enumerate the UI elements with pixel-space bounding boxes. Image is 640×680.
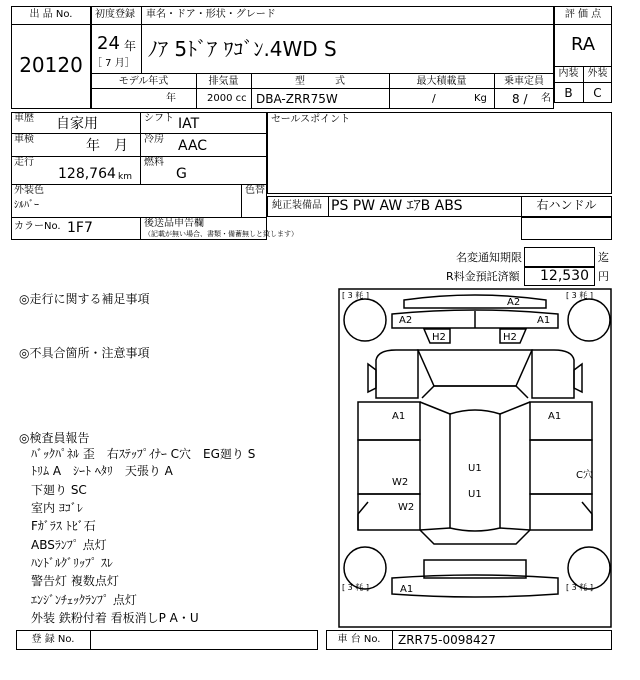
year-unit: 年 xyxy=(124,39,137,53)
inspector-line: 下廻り SC xyxy=(31,483,87,497)
first-reg-label: 初度登録 xyxy=(95,9,135,20)
name-change-value-box xyxy=(524,247,595,267)
reg-month: ［ 7 月］ xyxy=(92,58,135,69)
tire-label-rl: [ 3 粍 ] xyxy=(342,583,369,592)
inspector-line: 外装 鉄粉付着 看板消しP A・U xyxy=(31,611,199,625)
color-change-label: 色替 xyxy=(245,185,265,196)
tire-label-fr: [ 3 粍 ] xyxy=(566,291,593,300)
name-change-label: 名変通知期限 xyxy=(456,251,522,264)
mileage-unit: km xyxy=(118,172,132,182)
interior-grade: B xyxy=(564,86,573,100)
vehicle-name: ﾉｱ 5ﾄﾞｱ ﾜｺﾞﾝ.4WD S xyxy=(148,37,337,61)
inspector-heading: ◎検査員報告 xyxy=(19,431,90,445)
max-load-slash: / xyxy=(432,92,436,105)
inspector-line: 警告灯 複数点灯 xyxy=(31,574,119,588)
lot-label: 出 品 No. xyxy=(29,9,73,20)
recycle-unit: 円 xyxy=(598,270,609,283)
defects-heading: ◎不具合箇所・注意事項 xyxy=(19,346,150,360)
mark-lamp-left: H2 xyxy=(432,332,446,343)
tire-front-left xyxy=(344,299,386,341)
fuel-label: 燃料 xyxy=(144,157,164,168)
name-change-unit: 迄 xyxy=(598,251,609,264)
tire-front-right xyxy=(568,299,610,341)
recycle-value: 12,530 xyxy=(540,268,589,284)
history-value: 自家用 xyxy=(56,116,98,132)
color-no-value: 1F7 xyxy=(67,220,93,236)
sales-point-label: セールスポイント xyxy=(271,114,351,125)
model-desc-label: 車名・ドア・形状・グレード xyxy=(146,9,276,20)
equipment-value: PS PW AW ｴｱB ABS xyxy=(331,198,463,214)
exterior-label: 外装 xyxy=(587,68,608,79)
mileage-value: 128,764 xyxy=(58,166,116,182)
capacity-value: 8 / xyxy=(512,92,528,106)
inspector-line: ﾄﾘﾑ A ｼｰﾄ ﾍﾀﾘ 天張り A xyxy=(31,464,173,478)
exterior-color-value: ｼﾙﾊﾞｰ xyxy=(14,200,39,211)
exterior-grade: C xyxy=(593,86,602,100)
mark-hood-right: A1 xyxy=(537,315,551,326)
registration-label: 登 録 No. xyxy=(31,634,75,645)
chassis-label: 車 台 No. xyxy=(337,634,381,645)
type-value: DBA-ZRR75W xyxy=(256,92,338,106)
ac-value: AAC xyxy=(178,138,208,154)
displacement-value: 2000 cc xyxy=(207,93,247,104)
grade: RA xyxy=(570,34,596,55)
interior-label: 内装 xyxy=(558,68,579,79)
mark-roof-1: U1 xyxy=(468,463,482,474)
inspector-line: ABSﾗﾝﾌﾟ 点灯 xyxy=(31,538,107,552)
fuel-value: G xyxy=(176,166,187,182)
extra-box xyxy=(521,217,612,240)
recycle-label: R料金預託済額 xyxy=(446,270,520,283)
inspector-line: ﾊﾝﾄﾞﾙｸﾞﾘｯﾌﾟ ｽﾚ xyxy=(31,556,113,570)
front-bumper xyxy=(404,295,546,308)
max-load-label: 最大積載量 xyxy=(416,76,467,87)
equipment-label: 純正装備品 xyxy=(272,200,322,211)
reg-year: 24 xyxy=(97,33,120,54)
car-damage-diagram xyxy=(338,288,612,628)
capacity-label: 乗車定員 xyxy=(504,76,544,87)
inspector-line: ｴﾝｼﾞﾝﾁｪｯｸﾗﾝﾌﾟ 点灯 xyxy=(31,593,137,607)
mark-front-bumper: A2 xyxy=(507,297,521,308)
lot-number: 20120 xyxy=(19,53,83,77)
mark-front-left-fender: A1 xyxy=(392,411,406,422)
mark-rear-bumper: A1 xyxy=(400,584,414,595)
shift-label: シフト xyxy=(144,113,174,124)
mileage-label: 走行 xyxy=(14,157,34,168)
mark-left-door-2: W2 xyxy=(398,502,415,513)
max-load-unit: Kg xyxy=(474,93,487,104)
mark-roof-2: U1 xyxy=(468,489,482,500)
inspector-line: ﾊﾞｯｸﾊﾟﾈﾙ 歪 右ｽﾃｯﾌﾟｲﾅｰ C穴 EG廻り S xyxy=(31,447,256,461)
driving-heading: ◎走行に関する補足事項 xyxy=(19,292,150,306)
tire-label-rr: [ 3 粍 ] xyxy=(566,583,593,592)
capacity-unit: 名 xyxy=(541,93,551,104)
inspection-label: 車検 xyxy=(14,134,34,145)
mark-lamp-right: H2 xyxy=(503,332,517,343)
ac-label: 冷房 xyxy=(144,134,164,145)
chassis-value: ZRR75-0098427 xyxy=(398,633,496,647)
grade-label: 評 価 点 xyxy=(564,9,602,20)
displacement-label: 排気量 xyxy=(208,76,239,87)
mark-front-right-fender: A1 xyxy=(548,411,562,422)
inspection-value: 年 月 xyxy=(86,138,128,154)
color-no-label: カラーNo. xyxy=(14,221,61,232)
type-label: 型 式 xyxy=(295,76,345,87)
mark-right-step: C穴 xyxy=(576,470,593,481)
handle-value: 右ハンドル xyxy=(536,198,597,212)
tire-label-fl: [ 3 粍 ] xyxy=(342,291,369,300)
history-label: 車歴 xyxy=(14,113,34,124)
model-year-label: モデル年式 xyxy=(118,76,169,87)
mark-left-door-1: W2 xyxy=(392,477,409,488)
shift-value: IAT xyxy=(178,116,200,132)
doc-note: （記載が無い場合、書類・備蓄無しと致します） xyxy=(144,230,298,238)
doc-label: 後送品申告欄 xyxy=(144,218,204,229)
inspector-line: 室内 ﾖｺﾞﾚ xyxy=(31,501,83,515)
model-year-value: 年 xyxy=(166,93,176,104)
mark-hood-left: A2 xyxy=(399,315,413,326)
inspector-line: Fｶﾞﾗｽ ﾄﾋﾞ石 xyxy=(31,519,96,533)
exterior-color-label: 外装色 xyxy=(14,185,44,196)
